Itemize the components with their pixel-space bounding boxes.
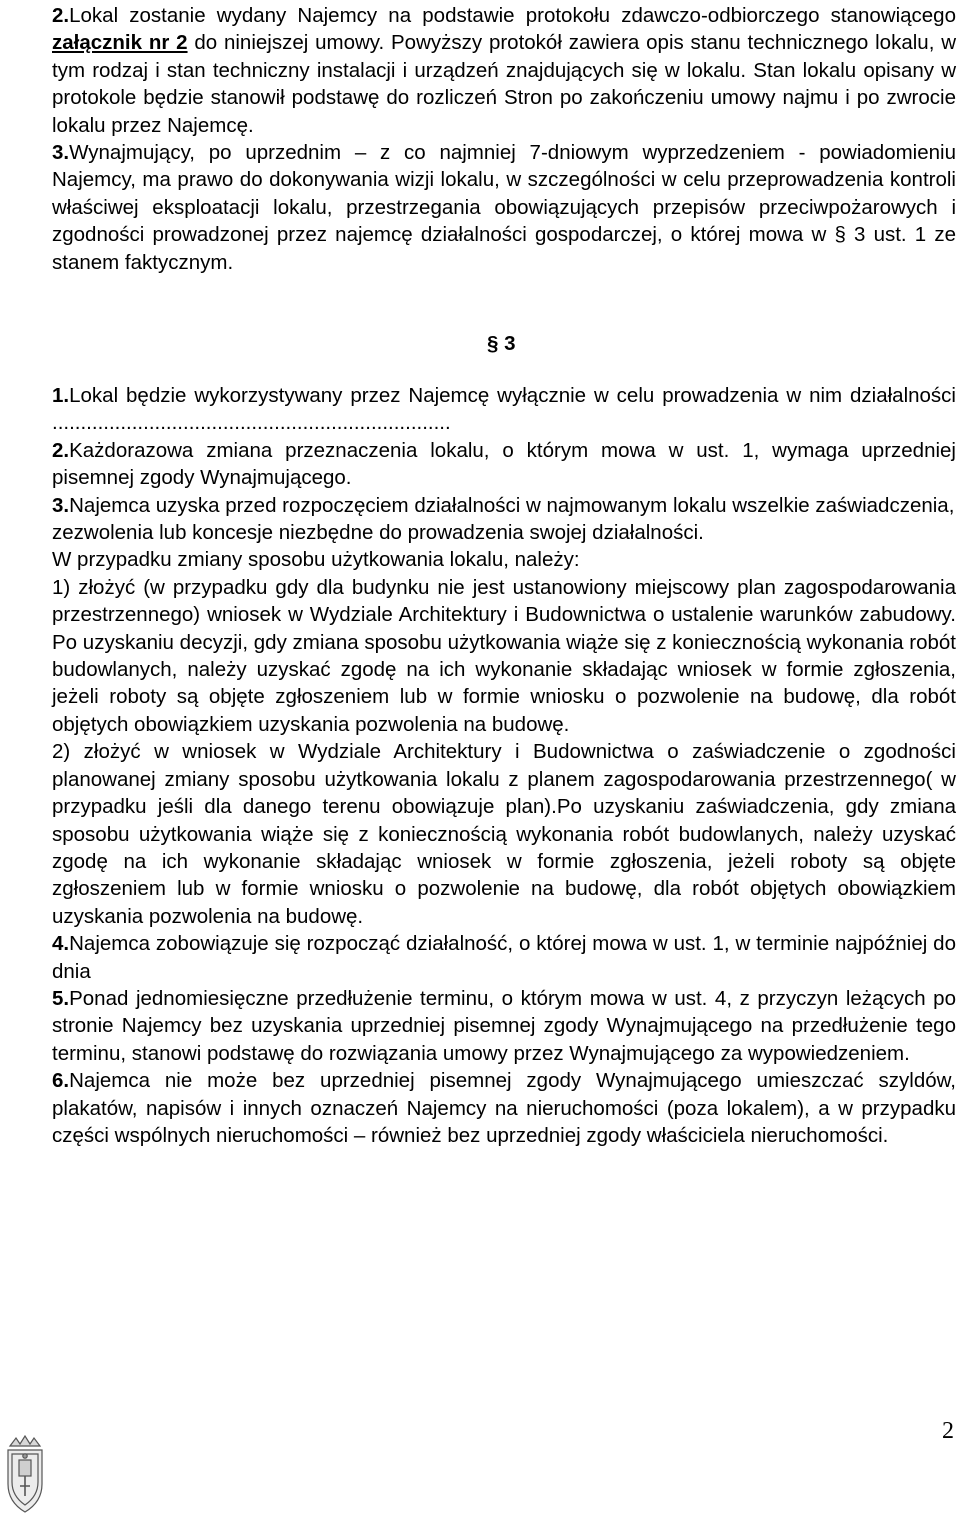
clause-number: 2. xyxy=(52,4,70,27)
section-3-body xyxy=(52,382,956,1149)
clause-text: Lokal będzie wykorzystywany przez Najemcę wyłącznie w celu prowadzenia w nim działalności ...................................................................... xyxy=(52,384,956,435)
clause-1 xyxy=(52,382,956,437)
clause-text: Najemca nie może bez uprzedniej pisemnej zgody Wynajmującego umieszczać szyldów, plakatów, napisów i innych oznaczeń Najemcy na nieruchomości (poza lokalem), a w przypadku części wspólnych nieruchomości – również bez uprzedniej zgody właściciela nieruchomości. xyxy=(52,1069,956,1147)
clause-number: 5. xyxy=(52,986,70,1010)
paragraph-heading xyxy=(487,330,516,357)
clause-number: 1. xyxy=(52,384,70,407)
clause-number: 2. xyxy=(52,438,70,462)
clause-number: 3. xyxy=(52,493,70,517)
clause-text-cont: do niniejszej umowy. Powyższy protokół zawiera opis stanu technicznego lokalu, w tym rodzaj i stan techniczny instalacji i urządzeń znajdujących się w lokalu. Stan lokalu opisany w protokole będzie stanowił podstawę do rozliczeń Stron po zakończeniu umowy najmu i po zwrocie lokalu przez Najemcę. xyxy=(52,31,956,137)
clause-4 xyxy=(52,930,956,985)
clause-2 xyxy=(52,2,956,139)
clause-text: Lokal zostanie wydany Najemcy na podstawie protokołu zdawczo-odbiorczego stanowiącego xyxy=(69,4,956,27)
usage-change-item-2: 2) złożyć w wniosek w Wydziale Architektury i Budownictwa o zaświadczenie o zgodności planowanej zmiany sposobu użytkowania lokalu z planem zagospodarowania przestrzennego( w przypadku jeśli dla danego terenu obowiązuje plan).Po uzyskaniu zaświadczenia, gdy zmiana sposobu użytkowania wiąże się z koniecznością wykonania robót budowlanych, należy uzyskać zgodę na ich wykonanie składając wniosek w formie zgłoszenia, jeżeli roboty są objęte zgłoszeniem lub w formie wniosku o pozwolenie na budowę, dla robót objętych obowiązkiem uzyskania pozwolenia na budowę. xyxy=(52,740,956,928)
clause-text: Najemca zobowiązuje się rozpocząć działalność, o której mowa w ust. 1, w terminie najpóźniej do dnia xyxy=(52,932,956,983)
usage-change-item-1: 1) złożyć (w przypadku gdy dla budynku nie jest ustanowiony miejscowy plan zagospodarowania przestrzennego) wniosek w Wydziale Architektury i Budownictwa o ustalenie warunków zabudowy. Po uzyskaniu decyzji, gdy zmiana sposobu użytkowania wiąże się z koniecznością wykonania robót budowlanych, należy uzyskać zgodę na ich wykonanie składając wniosek w formie zgłoszenia, jeżeli roboty są objęte zgłoszeniem lub w formie wniosku o pozwolenie na budowę, dla robót objętych obowiązkiem uzyskania pozwolenia na budowę. xyxy=(52,575,956,736)
clause-text: Wynajmujący, po uprzednim – z co najmniej 7-dniowym wyprzedzeniem - powiadomieniu Najemcy, ma prawo do dokonywania wizji lokalu, w szczególności w celu przeprowadzenia kontroli właściwej eksploatacji lokalu, przestrzegania obowiązujących przepisów przeciwpożarowych i zgodności prowadzonej przez najemcę działalności gospodarczej, o której mowa w xyxy=(52,141,956,247)
usage-change-intro: W przypadku zmiany sposobu użytkowania lokalu, należy: xyxy=(52,548,580,572)
clause-text: Najemca uzyska przed rozpoczęciem działalności w najmowanym lokalu wszelkie zaświadczenia, zezwolenia lub koncesje niezbędne do prowadzenia swojej działalności. xyxy=(52,493,955,545)
page-number: 2 xyxy=(942,1418,954,1444)
clause-number: 3. xyxy=(52,141,70,165)
clause-3 xyxy=(52,139,956,276)
clause-text: Każdorazowa zmiana przeznaczenia lokalu, o którym mowa w ust. 1, wymaga uprzedniej pisemnej zgody Wynajmującego. xyxy=(52,438,956,490)
section-sign: § xyxy=(487,332,499,355)
clause-6 xyxy=(52,1067,956,1149)
paragraph-number: 3 xyxy=(504,332,516,355)
clause-text-cont: 3 ust. 1 ze stanem faktycznym. xyxy=(52,223,956,274)
clause-text: Ponad jednomiesięczne przedłużenie terminu, o którym mowa w ust. 4, z przyczyn leżących po stronie Najemcy bez uzyskania uprzedniej pisemnej zgody Wynajmującego na przedłużenie tego terminu, stanowi podstawę do rozwiązania umowy przez Wynajmującego za wypowiedzeniem. xyxy=(52,986,956,1065)
section-previous-paragraph xyxy=(52,2,956,276)
clause-3 xyxy=(52,492,956,547)
city-coat-of-arms-emblem xyxy=(2,1432,48,1518)
clause-number: 6. xyxy=(52,1069,70,1093)
section-sign: § xyxy=(834,223,846,247)
attachment-reference: załącznik nr 2 xyxy=(52,31,188,55)
clause-5 xyxy=(52,985,956,1067)
clause-number: 4. xyxy=(52,932,70,956)
clause-2 xyxy=(52,437,956,492)
